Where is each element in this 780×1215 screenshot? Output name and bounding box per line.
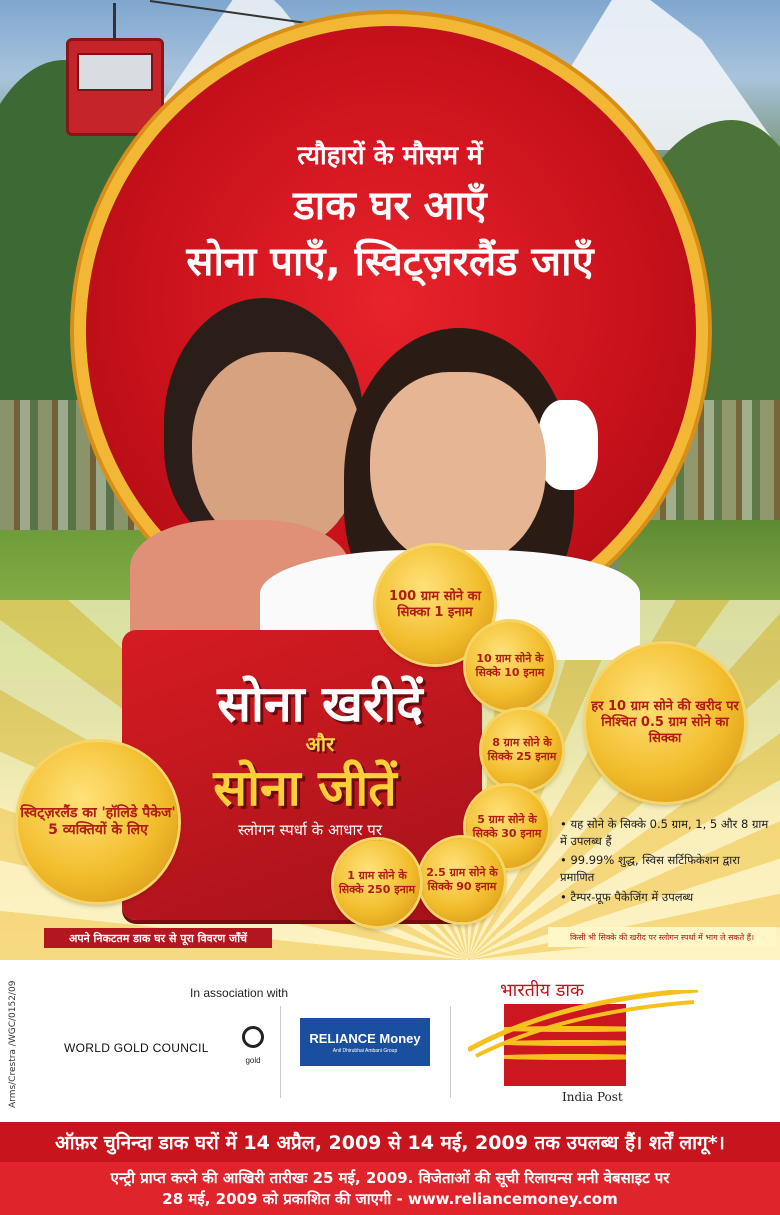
feature-item: • यह सोने के सिक्के 0.5 ग्राम, 1, 5 और 8 ग्राम में उपलब्ध हैं xyxy=(560,817,769,848)
feature-item: • 99.99% शुद्ध, स्विस सर्टिफिकेशन द्वारा प्रमाणित xyxy=(560,853,740,885)
divider xyxy=(450,1006,451,1098)
headline-line-1: त्यौहारों के मौसम में xyxy=(297,141,483,171)
girl-ribbon xyxy=(538,400,598,490)
cable-car-icon xyxy=(66,38,164,136)
deadline-line-1: एन्ट्री प्राप्त करने की आखिरी तारीखः 25 मई, 2009. विजेताओं की सूची रिलायन्स मनी वेबसाइट पर xyxy=(110,1169,670,1188)
girl-face xyxy=(370,372,546,568)
reliance-group: Anil Dhirubhai Ambani Group xyxy=(332,1047,398,1054)
coin-2-5g: 2.5 ग्राम सोने के सिक्के 90 इनाम xyxy=(420,838,504,922)
coin-5g: 5 ग्राम सोने के सिक्के 30 इनाम xyxy=(466,786,548,868)
reliance-money-logo xyxy=(300,1018,430,1066)
divider xyxy=(280,1006,281,1098)
coin-swiss-holiday: स्विट्ज़रलैंड का 'हॉलिडे पैकेज' 5 व्यक्तियों के लिए xyxy=(18,742,178,902)
coin-10g: 10 ग्राम सोने के सिक्के 10 इनाम xyxy=(466,622,554,710)
headline-line-3: सोना पाएँ, स्विट्ज़रलैंड जाएँ xyxy=(186,239,594,285)
fine-print: किसी भी सिक्के की खरीद पर स्लोगन स्पर्धा में भाग ले सकते हैं। xyxy=(548,927,776,947)
coin-free-offer: हर 10 ग्राम सोने की खरीद पर निश्चित 0.5 ग्राम सोने का सिक्का xyxy=(586,644,744,802)
ad-code: Arms/Crestra /WGC/0152/09 xyxy=(8,980,18,1108)
slogan-win: सोना जीतें xyxy=(213,759,397,817)
slogan-buy: सोना खरीदें xyxy=(217,675,423,733)
slogan-and: और xyxy=(305,732,335,756)
association-label: In association with xyxy=(190,986,289,1000)
coin-1g: 1 ग्राम सोने के सिक्के 250 इनाम xyxy=(334,840,420,926)
world-gold-council-logo: WORLD GOLD COUNCIL xyxy=(64,1041,209,1055)
nearest-post-office-note: अपने निकटतम डाक घर से पूरा विवरण जाँचें xyxy=(44,928,272,948)
deadline-line-2: 28 मई, 2009 को प्रकाशित की जाएगी - www.reliancemoney.com xyxy=(162,1189,618,1208)
india-post-english-name: India Post xyxy=(562,1090,623,1104)
coin-8g: 8 ग्राम सोने के सिक्के 25 इनाम xyxy=(482,710,562,790)
coin-100g: 100 ग्राम सोने का सिक्का 1 इनाम xyxy=(376,546,494,664)
deadline-bar xyxy=(0,1162,780,1215)
offer-bar: ऑफ़र चुनिन्दा डाक घरों में 14 अप्रैल, 2009 से 14 मई, 2009 तक उपलब्ध हैं। शर्तें लागू*। xyxy=(0,1122,780,1162)
feature-list xyxy=(560,816,774,908)
gold-mark-label: gold xyxy=(245,1056,261,1065)
gold-mark-icon xyxy=(240,1026,266,1067)
slogan-basis: स्लोगन स्पर्धा के आधार पर xyxy=(238,821,382,839)
feature-item: • टैम्पर-प्रूफ पैकेजिंग में उपलब्ध xyxy=(560,889,694,904)
headline-line-2: डाक घर आएँ xyxy=(293,183,487,229)
india-post-wing-icon xyxy=(468,990,698,1070)
reliance-name: RELIANCE Money xyxy=(309,1030,421,1046)
india-post-hindi-name: भारतीय डाक xyxy=(500,980,584,1001)
